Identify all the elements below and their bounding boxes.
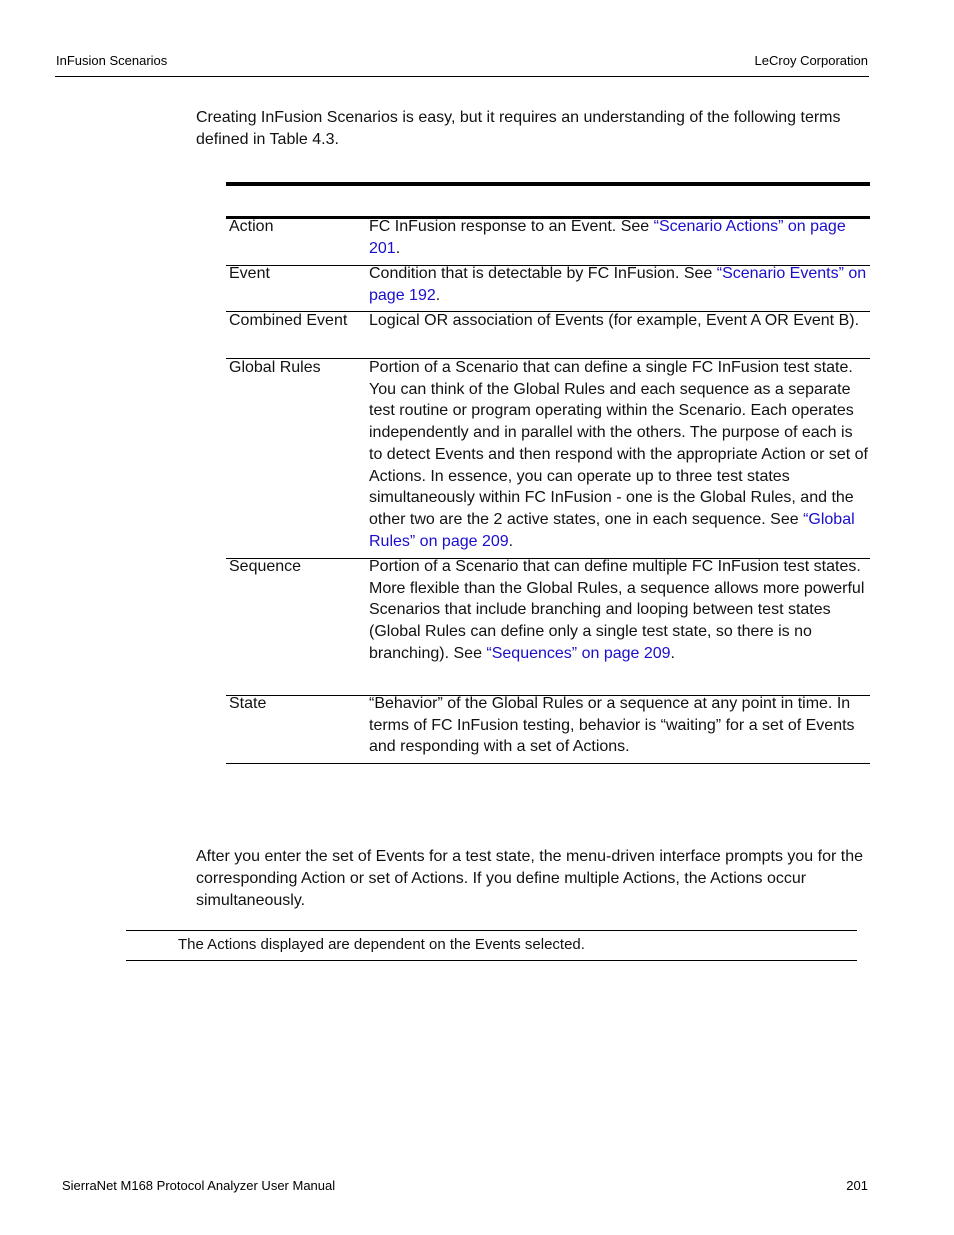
- footer-manual-title: SierraNet M168 Protocol Analyzer User Manual: [62, 1178, 336, 1193]
- definition-cell: Logical OR association of Events (for example, Event A OR Event B).: [369, 312, 860, 329]
- term-cell: Action: [229, 218, 274, 235]
- term-cell: Combined Event: [229, 312, 348, 329]
- actions-paragraph: After you enter the set of Events for a test state, the menu-driven interface prompts you for the corresponding Action or set of Actions. If you define multiple Actions, the Actions occur simultaneously.: [196, 848, 864, 909]
- note-text: The Actions displayed are dependent on the Events selected.: [178, 936, 585, 953]
- term-cell: State: [229, 695, 267, 712]
- definition-cell: FC InFusion response to an Event. See “Scenario Actions” on page 201.: [369, 218, 846, 257]
- definition-cell: Portion of a Scenario that can define a single FC InFusion test state. You can think of the Global Rules and each sequence as a separate test routine or program operating within the Scenario. Each operates independently and in parallel with the others. The purpose of each is to detect Events and then respond with the appropriate Action or set of Actions. In essence, you can operate up to three test states simultaneously within FC InFusion - one is the Global Rules, and the other two are the 2 active states, one in each sequence. See “Global Rules” on page 209.: [369, 359, 868, 550]
- header-divider: [55, 76, 869, 77]
- definition-cell: “Behavior” of the Global Rules or a sequence at any point in time. In terms of FC InFusion testing, behavior is “waiting” for a set of Events and responding with a set of Actions.: [369, 695, 855, 756]
- header-company: LeCroy Corporation: [754, 53, 868, 68]
- table-row: [226, 559, 870, 696]
- definition-cell: Condition that is detectable by FC InFusion. See “Scenario Events” on page 192.: [369, 265, 867, 304]
- table-top-rule: [226, 182, 870, 186]
- cross-reference-link[interactable]: “Global Rules” on page 209: [369, 510, 855, 550]
- cross-reference-link[interactable]: “Sequences” on page 209: [486, 644, 671, 662]
- table-row: [226, 312, 870, 359]
- intro-paragraph: Creating InFusion Scenarios is easy, but it requires an understanding of the following terms defined in Table 4.3.: [196, 109, 841, 148]
- table-row: [226, 359, 870, 559]
- cross-reference-link[interactable]: “Scenario Events” on page 192: [369, 265, 867, 304]
- term-cell: Sequence: [229, 558, 302, 575]
- term-cell: Event: [229, 265, 270, 282]
- cross-reference-link[interactable]: “Scenario Actions” on page 201: [369, 218, 846, 257]
- definition-cell: Portion of a Scenario that can define multiple FC InFusion test states. More flexible than the Global Rules, a sequence allows more powerful Scenarios that include branching and looping between test states (Global Rules can define only a single test state, so there is no branching). See “Sequences” on page 209.: [369, 558, 865, 662]
- table-row: [226, 216, 870, 266]
- note-box: [126, 930, 857, 961]
- table-row: [226, 266, 870, 312]
- table-row: [226, 696, 870, 764]
- page-number: 201: [846, 1178, 868, 1193]
- term-cell: Global Rules: [229, 359, 321, 376]
- header-section-title: InFusion Scenarios: [56, 53, 168, 68]
